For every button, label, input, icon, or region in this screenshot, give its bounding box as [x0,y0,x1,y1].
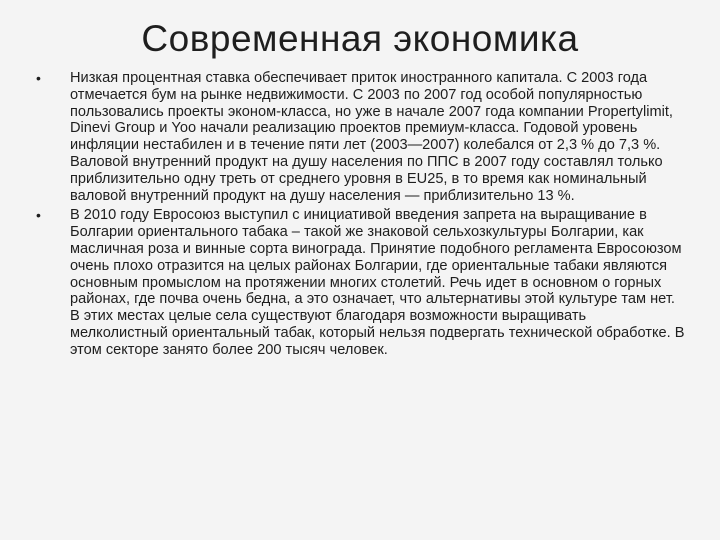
bullet-item [36,207,686,358]
slide-title: Современная экономика [141,18,579,59]
bullet-marker: • [36,207,41,224]
bullet-item [36,70,686,204]
bullet-marker: • [36,70,41,86]
bullet-list [36,70,686,362]
bullet-text: Низкая процентная ставка обеспечивает приток иностранного капитала. С 2003 года отмечается бум на рынке недвижимости. С 2003 по 2007 год особой популярностью пользовались проекты эконом-класса, но уже в начале 2007 года компании Propertylimit, Dinevi Group и Yoo начали реализацию проектов премиум-класса. Годовой уровень инфляции нестабилен и в течение пяти лет (2003—2007) колебался от 2,3 % до 7,3 %. Валовой внутренний продукт на душу населения по ППС в 2007 году составлял только приблизительно одну треть от среднего уровня в EU25, в то время как номинальный валовой внутренний продукт на душу населения — приблизительно 13 %. [70,70,673,204]
bullet-text: В 2010 году Евросоюз выступил с инициативой введения запрета на выращивание в Болгарии ориентального табака – такой же знаковой сельхозкультуры Болгарии, как масличная роза и винные сорта винограда. Принятие подобного регламента Евросоюзом очень плохо отразится на целых районах Болгарии, где ориентальные табаки являются основным промыслом на протяжении многих столетий. Речь идет в основном о горных районах, где почва очень бедна, а это означает, что альтернативы этой культуре там нет. В этих местах целые села существуют благодаря возможности выращивать мелколистный ориентальный табак, который нельзя подвергать технической обработке. В этом секторе занято более 200 тысяч человек. [70,207,685,358]
